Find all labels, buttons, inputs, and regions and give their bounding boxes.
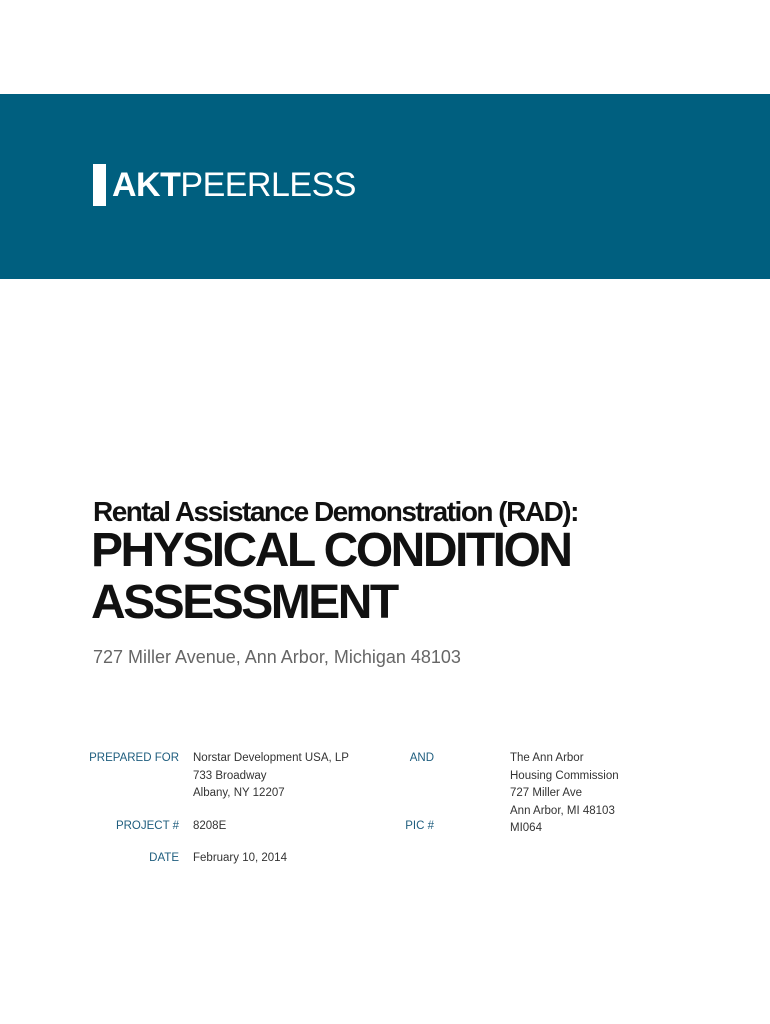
and-line: 727 Miller Ave (510, 787, 583, 799)
prepared-for-line: Albany, NY 12207 (193, 787, 285, 799)
report-title-line-1: PHYSICAL CONDITION (91, 524, 571, 577)
report-title-line-2: ASSESSMENT (91, 576, 397, 629)
report-subtitle: Rental Assistance Demonstration (RAD): (93, 496, 578, 527)
prepared-for-value (193, 750, 349, 803)
and-value (510, 750, 619, 838)
pic-label: PIC # (405, 820, 434, 832)
prepared-for-label: PREPARED FOR (89, 752, 179, 764)
and-label: AND (409, 752, 434, 764)
pic-value: MI064 (510, 822, 542, 834)
report-title (91, 525, 570, 629)
date-label: DATE (149, 852, 179, 864)
prepared-for-line: Norstar Development USA, LP (193, 752, 349, 764)
and-line: The Ann Arbor (510, 752, 584, 764)
company-logo (93, 164, 356, 206)
and-line: Housing Commission (510, 769, 619, 782)
and-line: Ann Arbor, MI 48103 (510, 804, 615, 817)
project-number-value: 8208E (193, 820, 227, 832)
date-value: February 10, 2014 (193, 852, 287, 864)
property-address: 727 Miller Avenue, Ann Arbor, Michigan 48103 (93, 647, 461, 667)
logo-mark-icon (93, 164, 106, 206)
logo-text-light: PEERLESS (180, 166, 356, 204)
logo-text-bold: AKT (112, 166, 181, 204)
project-number-label: PROJECT # (115, 820, 179, 832)
prepared-for-line: 733 Broadway (193, 769, 267, 782)
header-banner (0, 94, 770, 279)
